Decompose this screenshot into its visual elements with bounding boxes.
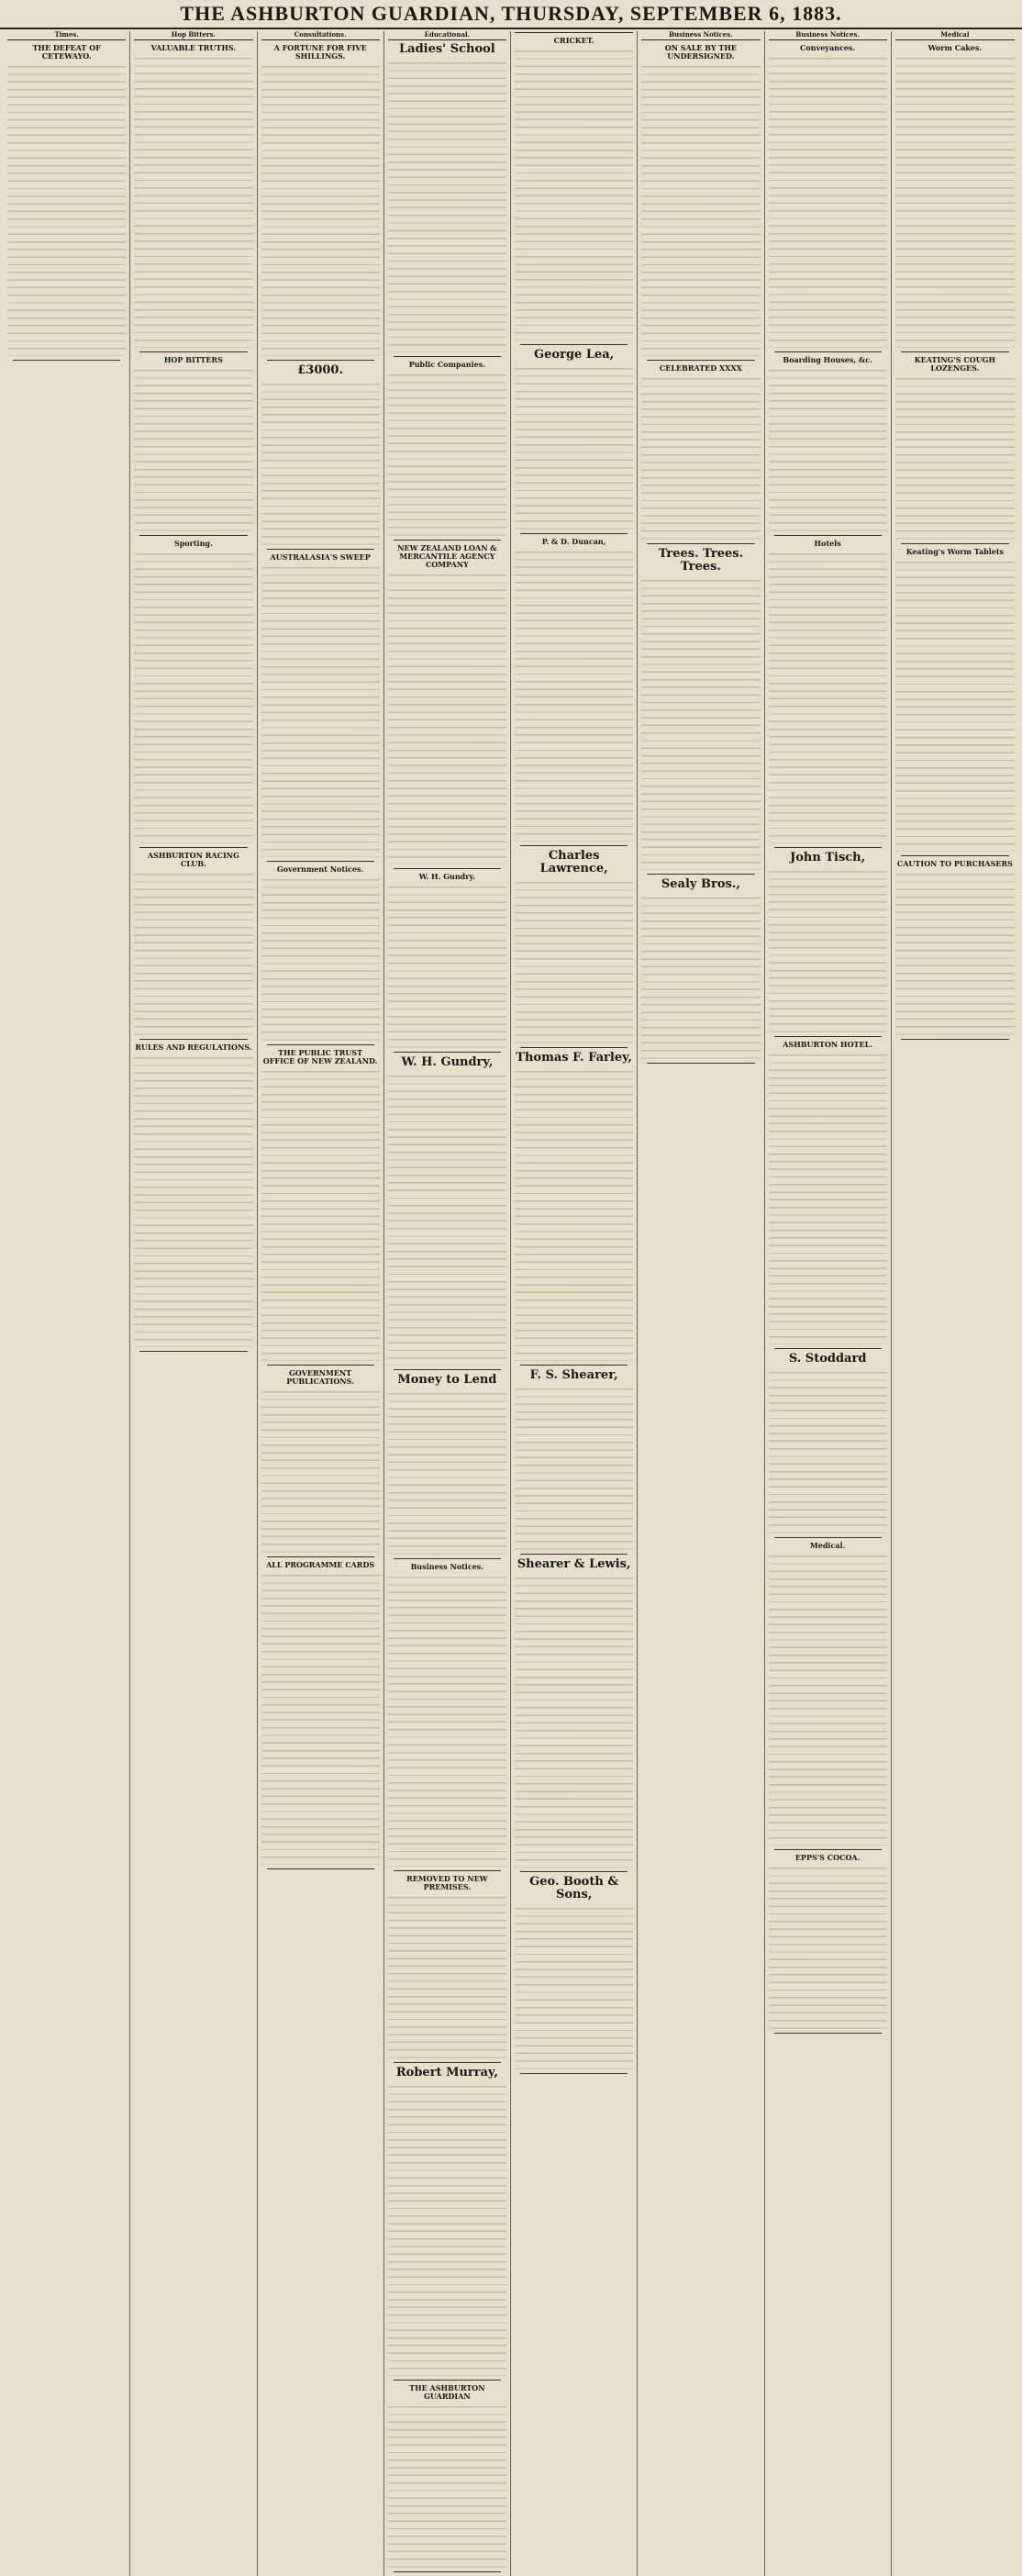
body-text xyxy=(515,1385,633,1550)
body-text xyxy=(895,54,1015,348)
body-text xyxy=(388,2403,506,2568)
section-heading: CAUTION TO PURCHASERS xyxy=(896,859,1013,869)
divider xyxy=(647,543,754,544)
body-text xyxy=(769,1552,887,1846)
body-text xyxy=(769,366,887,531)
section-heading: CRICKET. xyxy=(553,36,594,45)
body-text xyxy=(388,2082,506,2376)
section-heading: Public Companies. xyxy=(408,360,486,370)
column-heading: Medical xyxy=(895,31,1015,40)
column-7 xyxy=(765,31,892,2576)
body-text xyxy=(134,1054,252,1347)
advert-name: F. S. Shearer, xyxy=(529,1368,618,1382)
divider xyxy=(139,1351,247,1352)
advert-name: Charles Lawrence, xyxy=(539,849,608,875)
section-heading: HOP BITTERS xyxy=(163,355,223,365)
body-text xyxy=(769,1864,887,2029)
divider xyxy=(394,1558,501,1559)
body-text xyxy=(388,1389,506,1555)
body-text xyxy=(641,62,760,356)
section-heading: GOVERNMENT PUBLICATIONS. xyxy=(286,1368,354,1387)
divider xyxy=(774,351,882,352)
body-text xyxy=(7,62,126,356)
body-text xyxy=(641,576,760,870)
advert-name: Money to Lend xyxy=(397,1373,497,1388)
divider xyxy=(647,874,754,875)
section-heading: Business Notices. xyxy=(410,1562,484,1572)
divider xyxy=(267,1556,374,1557)
body-text xyxy=(515,364,633,530)
body-text xyxy=(261,563,380,857)
divider xyxy=(267,360,374,361)
column-heading: Business Notices. xyxy=(641,31,760,40)
advert-name: Geo. Booth & Sons, xyxy=(529,1875,619,1901)
divider xyxy=(139,351,247,352)
body-text xyxy=(515,1067,633,1361)
section-heading: AUSTRALASIA'S SWEEP xyxy=(270,552,371,563)
column-8 xyxy=(892,31,1018,2576)
body-text xyxy=(388,59,506,352)
divider xyxy=(139,1039,247,1040)
advert-name: Robert Murray, xyxy=(395,2066,498,2080)
column-4 xyxy=(384,31,511,2576)
divider xyxy=(647,1063,754,1064)
body-text xyxy=(895,558,1015,852)
column-heading: Educational. xyxy=(388,31,506,40)
advert-name: Thomas F. Farley, xyxy=(516,1051,632,1065)
divider xyxy=(774,1849,882,1850)
body-text xyxy=(261,875,380,1041)
body-text xyxy=(261,1571,380,1865)
section-heading: THE DEFEAT OF CETEWAYO. xyxy=(32,43,101,61)
advert-name: £3000. xyxy=(297,363,343,378)
section-heading: Boarding Houses, &c. xyxy=(783,355,872,365)
body-text xyxy=(134,366,252,531)
divider xyxy=(774,535,882,536)
divider xyxy=(520,344,628,345)
body-text xyxy=(388,1072,506,1366)
body-text xyxy=(769,550,887,843)
section-heading: THE ASHBURTON GUARDIAN xyxy=(409,2383,485,2402)
divider xyxy=(267,1868,374,1869)
section-heading: ASHBURTON HOTEL. xyxy=(783,1040,873,1050)
divider xyxy=(774,2033,882,2034)
divider xyxy=(139,847,247,848)
divider xyxy=(267,549,374,550)
divider xyxy=(394,2571,501,2572)
section-heading: A FORTUNE FOR FIVE SHILLINGS. xyxy=(273,43,367,61)
divider xyxy=(394,1369,501,1370)
column-heading: Consultations. xyxy=(261,31,380,40)
body-text xyxy=(388,883,506,1048)
column-heading xyxy=(515,31,633,33)
column-2 xyxy=(130,31,257,2576)
divider xyxy=(139,535,247,536)
body-text xyxy=(515,1904,633,2069)
divider xyxy=(774,847,882,848)
section-heading: ON SALE BY THE UNDERSIGNED. xyxy=(664,43,738,61)
body-text xyxy=(515,548,633,842)
column-6 xyxy=(638,31,764,2576)
body-text xyxy=(261,1067,380,1361)
section-heading: Worm Cakes. xyxy=(928,43,983,53)
body-text xyxy=(769,54,887,348)
divider xyxy=(394,1870,501,1871)
body-text xyxy=(769,1368,887,1533)
body-text xyxy=(769,867,887,1032)
divider xyxy=(901,855,1009,856)
divider xyxy=(13,360,120,361)
body-text xyxy=(134,550,252,843)
advert-name: Sealy Bros., xyxy=(661,877,740,892)
divider xyxy=(774,1348,882,1349)
advert-name: Trees. Trees. Trees. xyxy=(658,547,744,574)
section-heading: RULES AND REGULATIONS. xyxy=(135,1043,252,1053)
column-5 xyxy=(511,31,638,2576)
section-heading: Keating's Worm Tablets xyxy=(905,547,1005,557)
section-heading: ASHBURTON RACING CLUB. xyxy=(147,851,239,869)
column-3 xyxy=(258,31,384,2576)
divider xyxy=(901,351,1009,352)
divider xyxy=(267,861,374,862)
body-text xyxy=(515,1574,633,1868)
advert-name: Ladies' School xyxy=(399,42,495,57)
body-text xyxy=(895,870,1015,1035)
divider xyxy=(394,2062,501,2063)
divider xyxy=(394,356,501,357)
section-heading: ALL PROGRAMME CARDS xyxy=(266,1560,375,1570)
advert-name: John Tisch, xyxy=(790,851,866,865)
section-heading: THE PUBLIC TRUST OFFICE OF NEW ZEALAND. xyxy=(262,1048,378,1066)
divider xyxy=(520,1871,628,1872)
body-text xyxy=(134,870,252,1035)
advert-name: S. Stoddard xyxy=(788,1352,867,1366)
body-text xyxy=(261,62,380,356)
divider xyxy=(394,868,501,869)
section-heading: VALUABLE TRUTHS. xyxy=(150,43,237,53)
divider xyxy=(267,1365,374,1366)
body-text xyxy=(261,1388,380,1553)
divider xyxy=(394,1052,501,1053)
column-heading: Times. xyxy=(7,31,126,40)
body-text xyxy=(641,374,760,540)
divider xyxy=(520,845,628,846)
advert-name: George Lea, xyxy=(534,348,615,362)
body-text xyxy=(388,1573,506,1867)
divider xyxy=(394,540,501,541)
section-heading: Conveyances. xyxy=(800,43,856,53)
body-text xyxy=(134,54,252,348)
body-text xyxy=(515,47,633,340)
section-heading: CELEBRATED XXXX xyxy=(659,363,742,374)
section-heading: Government Notices. xyxy=(276,864,364,875)
section-heading: P. & D. Duncan, xyxy=(541,537,606,546)
divider xyxy=(520,1365,628,1366)
section-heading: W. H. Gundry. xyxy=(418,872,475,882)
section-heading: EPPS'S COCOA. xyxy=(794,1853,861,1863)
body-text xyxy=(895,374,1015,540)
newspaper-title: THE ASHBURTON GUARDIAN, THURSDAY, SEPTEMBER 6, 1883. xyxy=(180,2,842,25)
column-heading: Hop Bitters. xyxy=(134,31,252,40)
body-text xyxy=(388,571,506,864)
section-heading: Hotels xyxy=(814,539,841,549)
section-heading: Medical. xyxy=(809,1541,846,1551)
body-text xyxy=(261,380,380,545)
divider xyxy=(520,2073,628,2074)
column-heading: Business Notices. xyxy=(769,31,887,40)
columns xyxy=(4,30,1018,2402)
body-text xyxy=(769,1051,887,1344)
advert-name: W. H. Gundry, xyxy=(401,1055,494,1070)
body-text xyxy=(388,371,506,536)
section-heading: NEW ZEALAND LOAN & MERCANTILE AGENCY COMPANY xyxy=(397,543,497,570)
section-heading: Sporting. xyxy=(173,539,213,549)
divider xyxy=(520,1047,628,1048)
body-text xyxy=(641,894,760,1059)
column-1 xyxy=(4,31,130,2576)
divider xyxy=(394,2380,501,2381)
divider xyxy=(774,1537,882,1538)
section-heading: REMOVED TO NEW PREMISES. xyxy=(406,1874,488,1892)
section-heading: KEATING'S COUGH LOZENGES. xyxy=(914,355,996,374)
divider xyxy=(901,543,1009,544)
advert-name: Shearer & Lewis, xyxy=(517,1557,631,1571)
divider xyxy=(520,1554,628,1555)
divider xyxy=(647,360,754,361)
body-text xyxy=(388,1893,506,2058)
divider xyxy=(520,533,628,534)
divider xyxy=(267,1044,374,1045)
masthead xyxy=(0,0,1022,29)
divider xyxy=(901,1039,1009,1040)
body-text xyxy=(515,878,633,1043)
divider xyxy=(774,1036,882,1037)
